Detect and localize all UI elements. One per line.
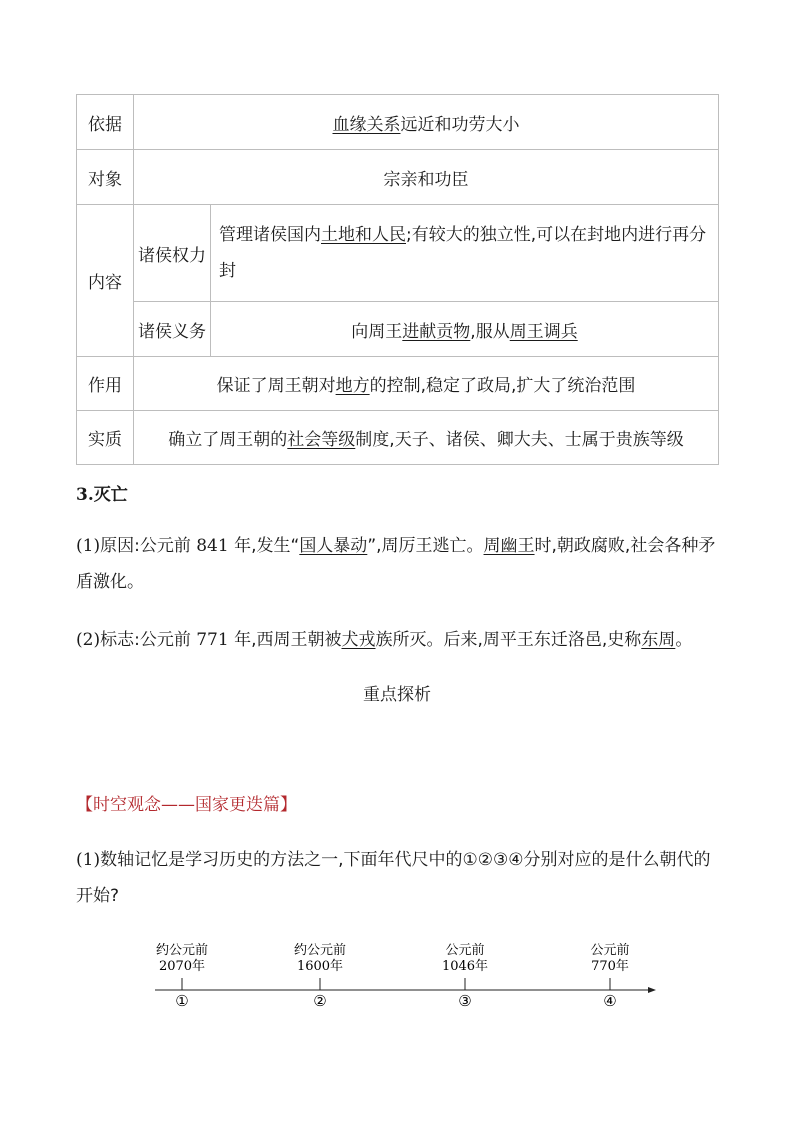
sub-label-rights: 诸侯权力	[134, 205, 211, 302]
row-content-object: 宗亲和功臣	[134, 150, 719, 205]
paragraph-cause: (1)原因:公元前 841 年,发生“国人暴动”,周厉王逃亡。周幽王时,朝政腐败,社会各种矛盾激化。	[76, 536, 716, 592]
row-label-basis: 依据	[77, 95, 134, 150]
row-content-function: 保证了周王朝对地方的控制,稳定了政局,扩大了统治范围	[134, 357, 719, 411]
table-row	[77, 357, 719, 411]
svg-text:1600年: 1600年	[296, 959, 344, 974]
row-content-essence: 确立了周王朝的社会等级制度,天子、诸侯、卿大夫、士属于贵族等级	[134, 411, 719, 465]
paragraph-sign: (2)标志:公元前 771 年,西周王朝被犬戎族所灭。后来,周平王东迁洛邑,史称东周。	[76, 630, 693, 650]
svg-text:公元前: 公元前	[445, 943, 485, 958]
svg-text:①: ①	[175, 992, 189, 1010]
row-label-essence: 实质	[77, 411, 134, 465]
timeline-diagram	[140, 936, 670, 1016]
table-row	[77, 150, 719, 205]
question-text: (1)数轴记忆是学习历史的方法之一,下面年代尺中的①②③④分别对应的是什么朝代的开始?	[76, 850, 711, 906]
focus-analysis-title: 重点探析	[363, 685, 431, 705]
svg-text:约公元前: 约公元前	[293, 943, 347, 958]
svg-text:②: ②	[313, 992, 327, 1010]
row-label-function: 作用	[77, 357, 134, 411]
row-content-basis: 血缘关系远近和功劳大小	[134, 95, 719, 150]
sub-label-duties: 诸侯义务	[134, 302, 211, 357]
row-label-content: 内容	[77, 205, 134, 357]
section-heading: 3.灭亡	[76, 485, 128, 505]
svg-text:770年: 770年	[591, 959, 629, 974]
svg-text:③: ③	[458, 992, 472, 1010]
feudal-system-table	[76, 94, 719, 465]
timeline-point-1	[156, 943, 208, 1010]
svg-text:2070年: 2070年	[158, 959, 206, 974]
topic-tag: 【时空观念——国家更迭篇】	[76, 795, 297, 815]
sub-content-duties: 向周王进献贡物,服从周王调兵	[211, 302, 719, 357]
sub-content-rights: 管理诸侯国内土地和人民;有较大的独立性,可以在封地内进行再分封	[211, 205, 719, 302]
table-row	[77, 95, 719, 150]
timeline-point-3	[442, 943, 488, 1010]
svg-text:④: ④	[603, 992, 617, 1010]
timeline-point-4	[590, 943, 629, 1010]
svg-text:公元前: 公元前	[590, 943, 630, 958]
timeline-point-2	[294, 943, 346, 1010]
row-label-object: 对象	[77, 150, 134, 205]
timeline-arrow-icon	[648, 987, 656, 993]
svg-text:1046年: 1046年	[441, 959, 489, 974]
table-row	[77, 302, 719, 357]
table-row	[77, 411, 719, 465]
svg-text:约公元前: 约公元前	[155, 943, 209, 958]
table-row	[77, 205, 719, 302]
